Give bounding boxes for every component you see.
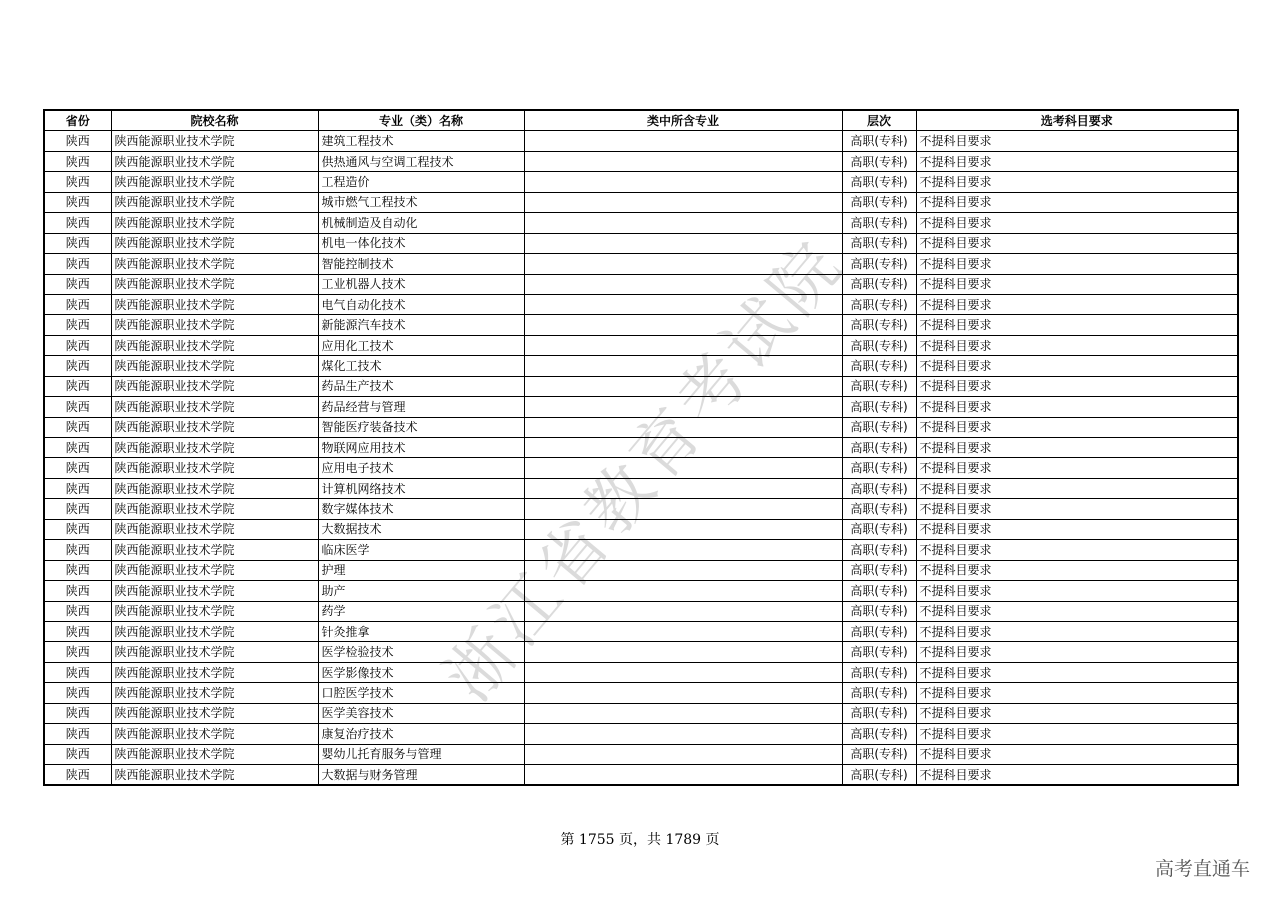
cell-school: 陕西能源职业技术学院 — [111, 192, 318, 212]
cell-level: 高职(专科) — [842, 458, 916, 478]
cell-province: 陕西 — [44, 172, 111, 192]
table-row — [44, 724, 1238, 744]
cell-level: 高职(专科) — [842, 540, 916, 560]
table-row — [44, 683, 1238, 703]
cell-included-majors — [524, 744, 842, 764]
cell-school: 陕西能源职业技术学院 — [111, 356, 318, 376]
table-row — [44, 417, 1238, 437]
table-row — [44, 335, 1238, 355]
cell-included-majors — [524, 356, 842, 376]
table-row — [44, 642, 1238, 662]
cell-included-majors — [524, 315, 842, 335]
cell-level: 高职(专科) — [842, 560, 916, 580]
cell-school: 陕西能源职业技术学院 — [111, 335, 318, 355]
cell-province: 陕西 — [44, 192, 111, 212]
cell-major: 康复治疗技术 — [318, 724, 524, 744]
cell-included-majors — [524, 519, 842, 539]
cell-school: 陕西能源职业技术学院 — [111, 724, 318, 744]
brand-logo-text: 高考直通车 — [1154, 858, 1250, 880]
cell-level: 高职(专科) — [842, 213, 916, 233]
cell-province: 陕西 — [44, 356, 111, 376]
cell-school: 陕西能源职业技术学院 — [111, 478, 318, 498]
cell-school: 陕西能源职业技术学院 — [111, 744, 318, 764]
cell-school: 陕西能源职业技术学院 — [111, 131, 318, 151]
cell-included-majors — [524, 478, 842, 498]
table-row — [44, 151, 1238, 171]
cell-province: 陕西 — [44, 233, 111, 253]
table-row — [44, 438, 1238, 458]
cell-included-majors — [524, 703, 842, 723]
cell-province: 陕西 — [44, 724, 111, 744]
cell-major: 药品生产技术 — [318, 376, 524, 396]
cell-included-majors — [524, 213, 842, 233]
page-number: 第 1755 页，共 1789 页 — [560, 832, 720, 848]
cell-province: 陕西 — [44, 683, 111, 703]
cell-level: 高职(专科) — [842, 315, 916, 335]
cell-subject-requirement: 不提科目要求 — [916, 172, 1238, 192]
table-row — [44, 744, 1238, 764]
cell-level: 高职(专科) — [842, 519, 916, 539]
cell-school: 陕西能源职业技术学院 — [111, 315, 318, 335]
cell-major: 针灸推拿 — [318, 621, 524, 641]
cell-major: 婴幼儿托育服务与管理 — [318, 744, 524, 764]
cell-major: 应用电子技术 — [318, 458, 524, 478]
cell-province: 陕西 — [44, 397, 111, 417]
cell-major: 工业机器人技术 — [318, 274, 524, 294]
cell-level: 高职(专科) — [842, 335, 916, 355]
table-row — [44, 519, 1238, 539]
cell-major: 护理 — [318, 560, 524, 580]
cell-school: 陕西能源职业技术学院 — [111, 397, 318, 417]
cell-province: 陕西 — [44, 662, 111, 682]
cell-level: 高职(专科) — [842, 703, 916, 723]
cell-school: 陕西能源职业技术学院 — [111, 294, 318, 314]
cell-school: 陕西能源职业技术学院 — [111, 499, 318, 519]
cell-included-majors — [524, 233, 842, 253]
cell-school: 陕西能源职业技术学院 — [111, 417, 318, 437]
cell-school: 陕西能源职业技术学院 — [111, 172, 318, 192]
cell-level: 高职(专科) — [842, 499, 916, 519]
cell-level: 高职(专科) — [842, 254, 916, 274]
cell-province: 陕西 — [44, 458, 111, 478]
cell-level: 高职(专科) — [842, 151, 916, 171]
cell-included-majors — [524, 192, 842, 212]
cell-subject-requirement: 不提科目要求 — [916, 294, 1238, 314]
table-row — [44, 315, 1238, 335]
table-row — [44, 356, 1238, 376]
cell-level: 高职(专科) — [842, 131, 916, 151]
cell-included-majors — [524, 581, 842, 601]
cell-province: 陕西 — [44, 254, 111, 274]
cell-subject-requirement: 不提科目要求 — [916, 438, 1238, 458]
cell-major: 电气自动化技术 — [318, 294, 524, 314]
table-row — [44, 192, 1238, 212]
cell-school: 陕西能源职业技术学院 — [111, 703, 318, 723]
cell-major: 应用化工技术 — [318, 335, 524, 355]
table-row — [44, 254, 1238, 274]
cell-school: 陕西能源职业技术学院 — [111, 438, 318, 458]
cell-school: 陕西能源职业技术学院 — [111, 213, 318, 233]
table-row — [44, 458, 1238, 478]
cell-included-majors — [524, 540, 842, 560]
cell-school: 陕西能源职业技术学院 — [111, 581, 318, 601]
cell-included-majors — [524, 560, 842, 580]
cell-school: 陕西能源职业技术学院 — [111, 683, 318, 703]
table-row — [44, 621, 1238, 641]
cell-included-majors — [524, 151, 842, 171]
cell-subject-requirement: 不提科目要求 — [916, 356, 1238, 376]
cell-province: 陕西 — [44, 744, 111, 764]
cell-major: 医学检验技术 — [318, 642, 524, 662]
cell-level: 高职(专科) — [842, 192, 916, 212]
cell-major: 临床医学 — [318, 540, 524, 560]
cell-subject-requirement: 不提科目要求 — [916, 151, 1238, 171]
table-row — [44, 662, 1238, 682]
cell-major: 煤化工技术 — [318, 356, 524, 376]
cell-subject-requirement: 不提科目要求 — [916, 254, 1238, 274]
cell-included-majors — [524, 335, 842, 355]
table-row — [44, 376, 1238, 396]
cell-school: 陕西能源职业技术学院 — [111, 458, 318, 478]
cell-level: 高职(专科) — [842, 581, 916, 601]
header-school: 院校名称 — [111, 110, 318, 131]
table-row — [44, 540, 1238, 560]
cell-province: 陕西 — [44, 376, 111, 396]
cell-included-majors — [524, 724, 842, 744]
cell-included-majors — [524, 683, 842, 703]
cell-major: 助产 — [318, 581, 524, 601]
cell-major: 智能控制技术 — [318, 254, 524, 274]
cell-major: 建筑工程技术 — [318, 131, 524, 151]
cell-province: 陕西 — [44, 151, 111, 171]
cell-subject-requirement: 不提科目要求 — [916, 213, 1238, 233]
cell-level: 高职(专科) — [842, 294, 916, 314]
cell-subject-requirement: 不提科目要求 — [916, 724, 1238, 744]
cell-province: 陕西 — [44, 519, 111, 539]
table-row — [44, 765, 1238, 786]
cell-province: 陕西 — [44, 703, 111, 723]
cell-subject-requirement: 不提科目要求 — [916, 274, 1238, 294]
table-row — [44, 131, 1238, 151]
cell-included-majors — [524, 642, 842, 662]
table-row — [44, 581, 1238, 601]
cell-included-majors — [524, 765, 842, 786]
header-level: 层次 — [842, 110, 916, 131]
cell-major: 口腔医学技术 — [318, 683, 524, 703]
cell-subject-requirement: 不提科目要求 — [916, 765, 1238, 786]
cell-school: 陕西能源职业技术学院 — [111, 601, 318, 621]
cell-school: 陕西能源职业技术学院 — [111, 560, 318, 580]
header-included-majors: 类中所含专业 — [524, 110, 842, 131]
cell-province: 陕西 — [44, 213, 111, 233]
cell-level: 高职(专科) — [842, 478, 916, 498]
cell-subject-requirement: 不提科目要求 — [916, 131, 1238, 151]
table-row — [44, 499, 1238, 519]
cell-subject-requirement: 不提科目要求 — [916, 601, 1238, 621]
cell-major: 数字媒体技术 — [318, 499, 524, 519]
cell-level: 高职(专科) — [842, 601, 916, 621]
cell-subject-requirement: 不提科目要求 — [916, 192, 1238, 212]
cell-included-majors — [524, 254, 842, 274]
cell-subject-requirement: 不提科目要求 — [916, 458, 1238, 478]
cell-school: 陕西能源职业技术学院 — [111, 376, 318, 396]
cell-school: 陕西能源职业技术学院 — [111, 151, 318, 171]
cell-subject-requirement: 不提科目要求 — [916, 519, 1238, 539]
cell-included-majors — [524, 172, 842, 192]
cell-subject-requirement: 不提科目要求 — [916, 662, 1238, 682]
cell-level: 高职(专科) — [842, 765, 916, 786]
table-row — [44, 703, 1238, 723]
cell-major: 供热通风与空调工程技术 — [318, 151, 524, 171]
cell-major: 药品经营与管理 — [318, 397, 524, 417]
cell-school: 陕西能源职业技术学院 — [111, 621, 318, 641]
cell-subject-requirement: 不提科目要求 — [916, 233, 1238, 253]
cell-level: 高职(专科) — [842, 274, 916, 294]
cell-province: 陕西 — [44, 642, 111, 662]
cell-level: 高职(专科) — [842, 356, 916, 376]
cell-major: 物联网应用技术 — [318, 438, 524, 458]
cell-school: 陕西能源职业技术学院 — [111, 519, 318, 539]
table-row — [44, 233, 1238, 253]
table-header-row — [44, 110, 1238, 131]
cell-province: 陕西 — [44, 315, 111, 335]
cell-province: 陕西 — [44, 478, 111, 498]
table-row — [44, 397, 1238, 417]
table-row — [44, 601, 1238, 621]
cell-major: 大数据技术 — [318, 519, 524, 539]
cell-included-majors — [524, 417, 842, 437]
table-row — [44, 172, 1238, 192]
cell-included-majors — [524, 601, 842, 621]
cell-level: 高职(专科) — [842, 724, 916, 744]
cell-major: 大数据与财务管理 — [318, 765, 524, 786]
cell-level: 高职(专科) — [842, 397, 916, 417]
cell-subject-requirement: 不提科目要求 — [916, 397, 1238, 417]
table-row — [44, 560, 1238, 580]
cell-province: 陕西 — [44, 581, 111, 601]
cell-subject-requirement: 不提科目要求 — [916, 703, 1238, 723]
cell-subject-requirement: 不提科目要求 — [916, 642, 1238, 662]
cell-province: 陕西 — [44, 621, 111, 641]
cell-province: 陕西 — [44, 560, 111, 580]
cell-province: 陕西 — [44, 417, 111, 437]
cell-included-majors — [524, 438, 842, 458]
cell-province: 陕西 — [44, 294, 111, 314]
watermark: 浙江省教育考试院 — [429, 224, 860, 716]
header-province: 省份 — [44, 110, 111, 131]
cell-level: 高职(专科) — [842, 683, 916, 703]
cell-subject-requirement: 不提科目要求 — [916, 540, 1238, 560]
cell-school: 陕西能源职业技术学院 — [111, 662, 318, 682]
cell-major: 机械制造及自动化 — [318, 213, 524, 233]
header-major: 专业（类）名称 — [318, 110, 524, 131]
cell-subject-requirement: 不提科目要求 — [916, 744, 1238, 764]
cell-school: 陕西能源职业技术学院 — [111, 233, 318, 253]
cell-subject-requirement: 不提科目要求 — [916, 417, 1238, 437]
cell-included-majors — [524, 397, 842, 417]
cell-major: 医学美容技术 — [318, 703, 524, 723]
cell-major: 智能医疗装备技术 — [318, 417, 524, 437]
cell-province: 陕西 — [44, 274, 111, 294]
cell-level: 高职(专科) — [842, 744, 916, 764]
cell-school: 陕西能源职业技术学院 — [111, 765, 318, 786]
cell-major: 药学 — [318, 601, 524, 621]
cell-province: 陕西 — [44, 499, 111, 519]
cell-major: 医学影像技术 — [318, 662, 524, 682]
cell-level: 高职(专科) — [842, 172, 916, 192]
table-row — [44, 213, 1238, 233]
cell-subject-requirement: 不提科目要求 — [916, 335, 1238, 355]
cell-included-majors — [524, 662, 842, 682]
cell-major: 工程造价 — [318, 172, 524, 192]
cell-subject-requirement: 不提科目要求 — [916, 621, 1238, 641]
cell-level: 高职(专科) — [842, 662, 916, 682]
cell-major: 计算机网络技术 — [318, 478, 524, 498]
cell-included-majors — [524, 458, 842, 478]
cell-level: 高职(专科) — [842, 376, 916, 396]
cell-included-majors — [524, 376, 842, 396]
table-row — [44, 294, 1238, 314]
cell-included-majors — [524, 621, 842, 641]
cell-province: 陕西 — [44, 765, 111, 786]
cell-subject-requirement: 不提科目要求 — [916, 499, 1238, 519]
cell-school: 陕西能源职业技术学院 — [111, 642, 318, 662]
header-subject-requirement: 选考科目要求 — [916, 110, 1238, 131]
cell-school: 陕西能源职业技术学院 — [111, 254, 318, 274]
cell-level: 高职(专科) — [842, 642, 916, 662]
table-row — [44, 274, 1238, 294]
cell-level: 高职(专科) — [842, 233, 916, 253]
cell-province: 陕西 — [44, 540, 111, 560]
cell-included-majors — [524, 274, 842, 294]
cell-school: 陕西能源职业技术学院 — [111, 540, 318, 560]
cell-subject-requirement: 不提科目要求 — [916, 560, 1238, 580]
cell-subject-requirement: 不提科目要求 — [916, 683, 1238, 703]
cell-province: 陕西 — [44, 601, 111, 621]
table-row — [44, 478, 1238, 498]
cell-level: 高职(专科) — [842, 417, 916, 437]
cell-province: 陕西 — [44, 131, 111, 151]
cell-subject-requirement: 不提科目要求 — [916, 376, 1238, 396]
cell-included-majors — [524, 131, 842, 151]
cell-school: 陕西能源职业技术学院 — [111, 274, 318, 294]
cell-major: 新能源汽车技术 — [318, 315, 524, 335]
cell-subject-requirement: 不提科目要求 — [916, 581, 1238, 601]
major-requirements-table — [43, 109, 1239, 786]
cell-province: 陕西 — [44, 438, 111, 458]
cell-subject-requirement: 不提科目要求 — [916, 315, 1238, 335]
cell-included-majors — [524, 499, 842, 519]
cell-province: 陕西 — [44, 335, 111, 355]
cell-included-majors — [524, 294, 842, 314]
cell-level: 高职(专科) — [842, 438, 916, 458]
cell-major: 城市燃气工程技术 — [318, 192, 524, 212]
cell-level: 高职(专科) — [842, 621, 916, 641]
cell-subject-requirement: 不提科目要求 — [916, 478, 1238, 498]
cell-major: 机电一体化技术 — [318, 233, 524, 253]
